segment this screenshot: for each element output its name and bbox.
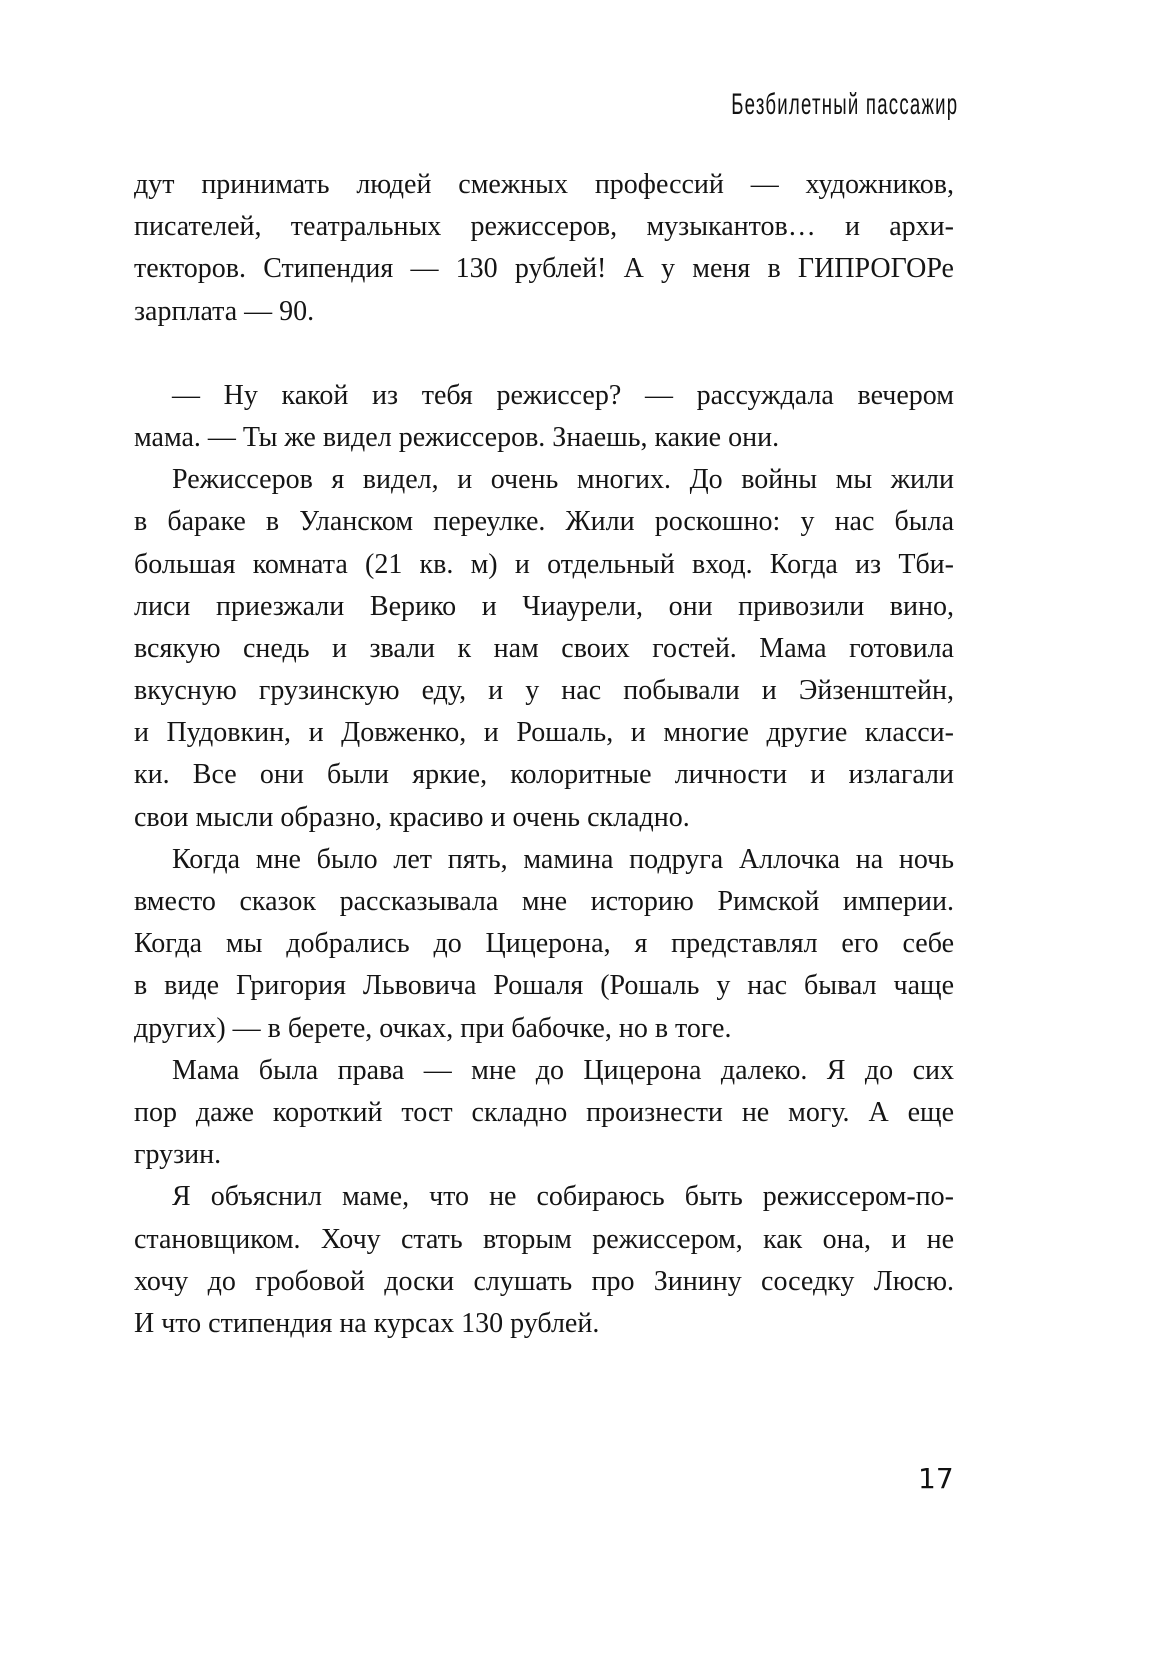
text-line: дут принимать людей смежных профессий — художников, — [134, 169, 954, 200]
text-line: Режиссеров я видел, и очень многих. До войны мы жили — [172, 464, 954, 496]
text-line: писателей, театральных режиссеров, музыкантов… и архи- — [134, 211, 954, 243]
body-text — [134, 164, 954, 1345]
section-gap — [134, 333, 954, 375]
running-header: Безбилетный пассажир — [730, 88, 958, 121]
text-line: грузин. — [134, 1139, 222, 1171]
paragraph — [134, 839, 954, 1050]
text-line: свои мысли образно, красиво и очень складно. — [134, 801, 690, 833]
text-line: становщиком. Хочу стать вторым режиссером, как она, и не — [134, 1223, 954, 1255]
paragraph — [134, 375, 954, 459]
text-line: текторов. Стипендия — 130 рублей! А у меня в ГИПРОГОРе — [134, 253, 954, 285]
text-line: всякую снедь и звали к нам своих гостей. Мама готовила — [134, 632, 954, 664]
text-line: — Ну какой из тебя режиссер? — рассуждала вечером — [172, 379, 954, 411]
text-line: Когда мы добрались до Цицерона, я представлял его себе — [134, 928, 954, 960]
text-line: лиси приезжали Верико и Чиаурели, они привозили вино, — [134, 590, 954, 622]
text-line: и Пудовкин, и Довженко, и Рошаль, и многие другие класси- — [134, 717, 954, 749]
text-line: Я объяснил маме, что не собираюсь быть режиссером-по- — [172, 1181, 954, 1213]
text-line: Когда мне было лет пять, мамина подруга Аллочка на ночь — [172, 843, 954, 875]
text-line: вкусную грузинскую еду, и у нас побывали и Эйзенштейн, — [134, 675, 954, 707]
text-line: пор даже короткий тост складно произнести не могу. А еще — [134, 1096, 954, 1128]
text-line: вместо сказок рассказывала мне историю Римской империи. — [134, 886, 954, 917]
text-line: Мама была права — мне до Цицерона далеко. Я до сих — [172, 1054, 954, 1086]
paragraph — [134, 1050, 954, 1177]
text-line: зарплата — 90. — [134, 295, 315, 327]
text-line: большая комната (21 кв. м) и отдельный вход. Когда из Тби- — [134, 548, 954, 580]
text-line: хочу до гробовой доски слушать про Зинину соседку Люсю. — [134, 1265, 954, 1297]
paragraph — [134, 1176, 954, 1345]
paragraph — [134, 164, 954, 333]
text-line: в бараке в Уланском переулке. Жили роскошно: у нас была — [134, 506, 954, 538]
text-line: других) — в берете, очках, при бабочке, но в тоге. — [134, 1012, 732, 1044]
text-line: в виде Григория Львовича Рошаля (Рошаль у нас бывал чаще — [134, 970, 954, 1002]
text-line: ки. Все они были яркие, колоритные личности и излагали — [134, 759, 954, 791]
page-number: 17 — [918, 1462, 954, 1495]
text-line: И что стипендия на курсах 130 рублей. — [134, 1307, 600, 1339]
paragraph — [134, 459, 954, 839]
text-line: мама. — Ты же видел режиссеров. Знаешь, какие они. — [134, 421, 780, 453]
